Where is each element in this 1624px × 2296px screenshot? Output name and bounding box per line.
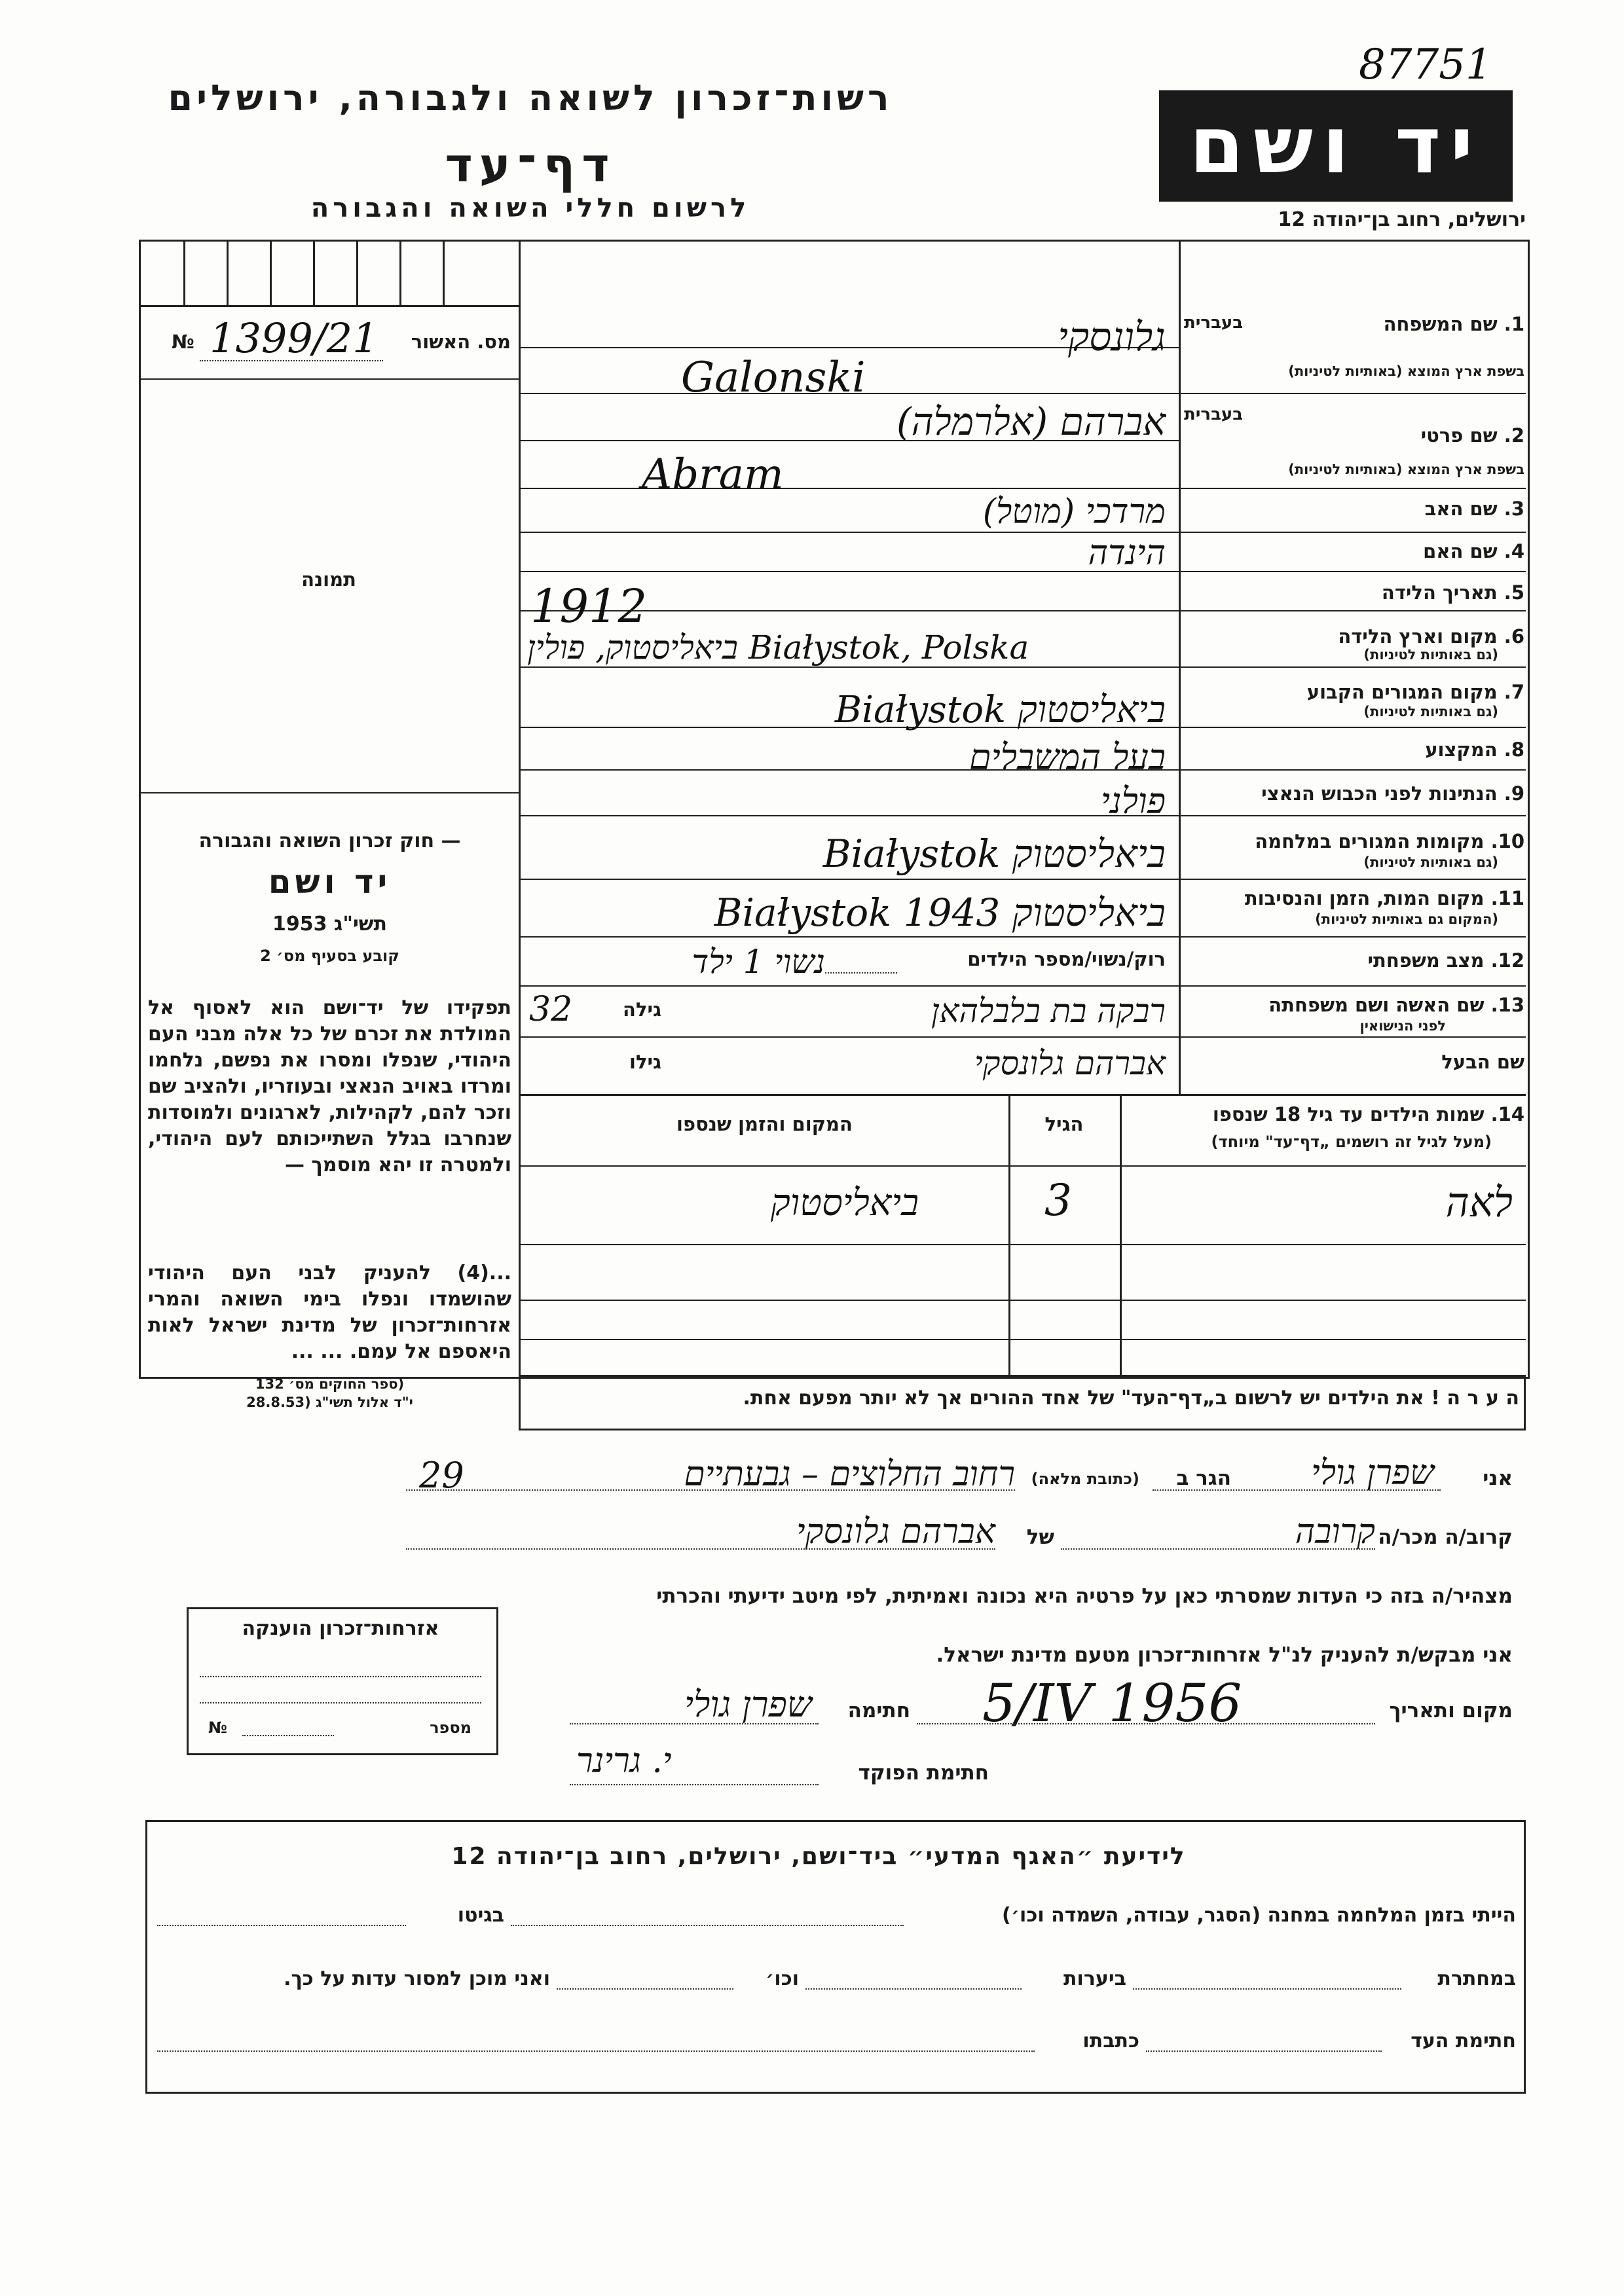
- husband-age-label: גילו: [629, 1051, 661, 1073]
- field-11: 11. מקום המות, הזמן והנסיבות: [1244, 887, 1524, 909]
- field-11-sub: (המקום גם באותיות לטיניות): [1315, 911, 1498, 927]
- officer-signature: י. גרינר: [576, 1741, 672, 1781]
- field-2-sub: בשפת ארץ המוצא (באותיות לטיניות): [1288, 462, 1524, 477]
- address-note: (כתובת מלאה): [1031, 1470, 1139, 1488]
- children-age-header: הגיל: [1044, 1113, 1084, 1135]
- of-value: אברהם גלונסקי: [796, 1512, 995, 1552]
- birth-place-value: ביאליסטוק, פולין Białystok, Polska: [527, 629, 1029, 666]
- photo-label: תמונה: [301, 568, 356, 591]
- wife-age-value: 32: [529, 990, 573, 1029]
- law-body: תפקידו של יד־ושם הוא לאסוף אל המולדת את זכרם של כל אלה מבני העם היהודי, שנפלו ומסרו את נפשם, נלחמו ומרדו באויב הנאצי ובעוזריו, ולהציב שם וזכר להם, לקהילות, לארגונים ולמוסדות שנחרבו בגלל השתייכותם לעם היהודי, ולמטרה זו יהא מוסמך —: [148, 996, 511, 1176]
- place-date-label: מקום ותאריך: [1389, 1699, 1513, 1722]
- field-12: 12. מצב משפחתי: [1367, 949, 1524, 972]
- statement: מצהיר/ה בזה כי העדות שמסרתי כאן על פרטיה היא נכונה ואמיתית, לפי מיטב ידיעתי והכרתי: [656, 1584, 1513, 1608]
- field-5: 5. תאריך הלידה: [1381, 581, 1524, 604]
- law-clause-4: ...(4) להעניק לבני העם היהודי שהושמדו ונפלו בימי השואה והמרי אזרחות־זכרון של מדינת ישראל לאות היאספם אל עמם. ... ...: [148, 1262, 511, 1363]
- signature-label: חתימה: [847, 1699, 910, 1722]
- citizenship-value: פולני: [1100, 780, 1166, 822]
- birth-date-value: 1912: [530, 579, 648, 633]
- field-husband: שם הבעל: [1441, 1051, 1524, 1073]
- declarant-label: אני: [1483, 1467, 1513, 1490]
- child-name: לאה: [1445, 1178, 1513, 1226]
- wife-value: רבקה בת בלבלהאן: [931, 992, 1166, 1030]
- authority-title: רשות־זכרון לשואה ולגבורה, ירושלים: [168, 77, 893, 118]
- form-subtitle: לרשום חללי השואה והגבורה: [310, 193, 750, 223]
- footer-underground: במחתרת: [1437, 1967, 1516, 1990]
- footer-willing: ואני מוכן למסור עדות על כך.: [284, 1967, 550, 1990]
- citizenship-number-label: מספר: [430, 1719, 471, 1737]
- archive-number: 87751: [1359, 41, 1492, 89]
- marital-value: נשוי 1 ילד: [692, 943, 825, 981]
- children-title: 14. שמות הילדים עד גיל 18 שנספו: [1212, 1103, 1524, 1125]
- occupation-value: בעל המשבלים: [969, 737, 1166, 778]
- registration-value: 1399/21: [210, 314, 378, 362]
- citizenship-box-title: אזרחות־זכרון הוענקה: [242, 1617, 439, 1640]
- declarant-value: שפרן גולי: [1311, 1453, 1434, 1493]
- relation-label: קרוב/ה מכר/ה: [1378, 1525, 1513, 1549]
- field-10-sub: (גם באותיות לטיניות): [1363, 854, 1498, 870]
- field-3: 3. שם האב: [1424, 498, 1524, 520]
- citizenship-number-prefix: №: [208, 1719, 227, 1737]
- children-remark: ה ע ר ה ! את הילדים יש לרשום ב„דף־העד" של אחד ההורים אך לא יותר מפעם אחת.: [743, 1387, 1519, 1410]
- law-title: — חוק זכרון השואה והגבורה: [198, 829, 461, 852]
- registration-prefix: №: [172, 331, 194, 353]
- father-value: מרדכי (מוטל): [982, 492, 1166, 532]
- law-ref-1: (ספר החוקים מס׳ 132: [255, 1376, 405, 1392]
- request: אני מבקש/ת להעניק לנ"ל אזרחות־זכרון מטעם מדינת ישראל.: [936, 1643, 1513, 1667]
- footer-witness-signature: חתימת העד: [1411, 2030, 1516, 2052]
- field-2: 2. שם פרטי: [1420, 424, 1524, 446]
- wife-age-label: גילה: [623, 998, 661, 1021]
- registration-label: מס. האשור: [411, 331, 511, 353]
- children-note: (מעל לגיל זה רושמים „דף־עד" מיוחד): [1211, 1133, 1492, 1151]
- field-6: 6. מקום וארץ הלידה: [1338, 625, 1524, 647]
- surname-latin-value: Galonski: [681, 354, 866, 402]
- address-value: רחוב החלוצים – גבעתיים: [684, 1455, 1015, 1494]
- field-2-tag: בעברית: [1184, 405, 1244, 424]
- field-10: 10. מקומות המגורים במלחמה: [1255, 830, 1524, 852]
- footer-etc: וכו׳: [766, 1967, 799, 1990]
- officer-label: חתימת הפוקד: [858, 1761, 989, 1785]
- field-13-sub: לפני הנישואין: [1359, 1018, 1446, 1034]
- field-6-sub: (גם באותיות לטיניות): [1363, 647, 1498, 663]
- field-1: 1. שם המשפחה: [1383, 313, 1524, 335]
- field-9: 9. הנתינות לפני הכבוש הנאצי: [1261, 782, 1524, 805]
- form-title: דף־עד: [445, 137, 616, 192]
- first-name-hebrew-value: אברהם (אלרמלה): [896, 399, 1166, 444]
- footer-title: לידיעת ״האגף המדעי״ ביד־ושם, ירושלים, רחוב בן־יהודה 12: [451, 1843, 1186, 1870]
- field-4: 4. שם האם: [1423, 540, 1524, 562]
- address: ירושלים, רחוב בן־יהודה 12: [1278, 208, 1526, 231]
- law-name: יד ושם: [268, 863, 392, 901]
- footer-address: כתבתו: [1082, 2030, 1139, 2052]
- husband-value: אברהם גלונסקי: [974, 1044, 1166, 1082]
- relation-value: קרובה: [1295, 1512, 1375, 1552]
- wartime-places-value: ביאליסטוק Białystok: [822, 831, 1166, 876]
- children-place-header: המקום והזמן שנספו: [676, 1113, 853, 1135]
- footer-camp: הייתי בזמן המלחמה במחנה (הסגר, עבודה, השמדה וכו׳): [1002, 1904, 1516, 1927]
- residing-label: הגר ב: [1176, 1467, 1231, 1490]
- first-name-latin-value: Abram: [642, 450, 784, 499]
- law-year: תשי"ג 1953: [272, 913, 388, 936]
- child-age: 3: [1044, 1175, 1072, 1226]
- address-number-value: 29: [419, 1455, 464, 1496]
- death-value: ביאליסטוק Białystok 1943: [714, 890, 1166, 935]
- yad-vashem-logo: יד ושם: [1159, 90, 1513, 202]
- of-label: של: [1026, 1525, 1054, 1549]
- field-8: 8. המקצוע: [1425, 738, 1524, 761]
- field-13: 13. שם האשה ושם משפחתה: [1268, 994, 1524, 1016]
- field-7: 7. מקום המגורים הקבוע: [1306, 681, 1524, 703]
- footer-forests: ביערות: [1063, 1967, 1126, 1990]
- footer-ghetto: בגיטו: [457, 1904, 504, 1927]
- field-1-sub: בשפת ארץ המוצא (באותיות לטיניות): [1288, 363, 1524, 379]
- signature-value: שפרן גולי: [684, 1684, 812, 1725]
- mother-value: הינדה: [1088, 534, 1166, 573]
- surname-hebrew-value: גלונסקי: [1058, 314, 1166, 360]
- child-place: ביאליסטוק: [770, 1182, 919, 1224]
- law-clause: קובע בסעיף מס׳ 2: [260, 947, 399, 965]
- field-7-sub: (גם באותיות לטיניות): [1363, 704, 1498, 720]
- marital-inline-label: רוק/נשוי/מספר הילדים: [967, 948, 1166, 970]
- residence-value: ביאליסטוק Białystok: [834, 689, 1166, 731]
- date-value: 5/IV 1956: [982, 1673, 1242, 1734]
- field-1-tag: בעברית: [1184, 313, 1244, 333]
- law-ref-2: י"ד אלול תשי"ג (28.8.53: [246, 1394, 413, 1410]
